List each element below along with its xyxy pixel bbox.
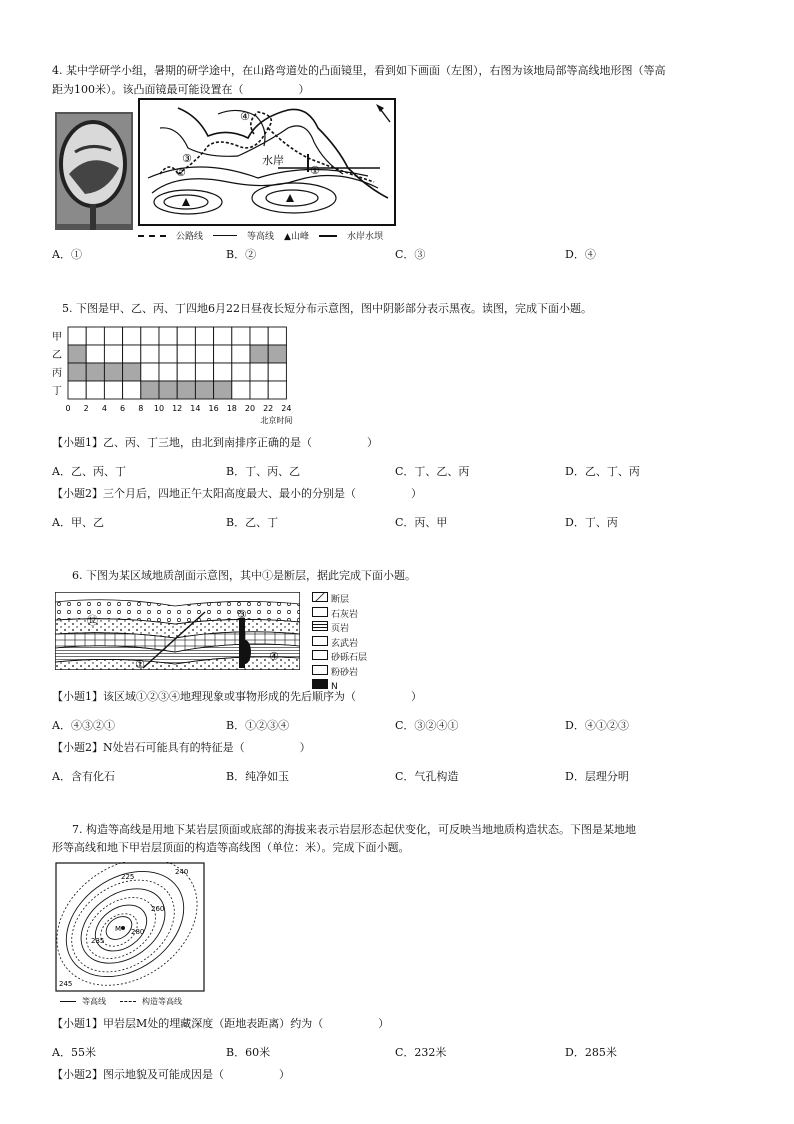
- day-cell: [104, 345, 122, 363]
- tick-label: 14: [190, 404, 201, 413]
- convex-mirror-photo: [55, 112, 133, 240]
- q5-sub2: 【小题2】三个月后，四地正午太阳高度最大、最小的分别是（ ）: [52, 487, 422, 500]
- q7-stem-line2: 形等高线和地下甲岩层顶面的构造等高线图（单位：米）。完成下面小题。: [52, 841, 410, 854]
- day-cell: [177, 363, 195, 381]
- row-label: 甲: [52, 332, 62, 343]
- legend-gravel: 砂砾石层: [331, 653, 368, 663]
- day-cell: [86, 345, 104, 363]
- label-m: M: [115, 925, 122, 933]
- q7-sub1-option-b[interactable]: B．60米: [226, 1046, 271, 1059]
- marker-3: ③: [237, 608, 247, 621]
- night-cell: [159, 381, 177, 399]
- day-cell: [268, 363, 286, 381]
- night-cell: [214, 381, 232, 399]
- q7-stem-line1: 7. 构造等高线是用地下某岩层顶面或底部的海拔来表示岩层形态起伏变化，可反映当地地质构造状态。下图是某地地: [72, 823, 636, 836]
- q7-sub1-option-c[interactable]: C．232米: [395, 1046, 447, 1059]
- day-cell: [68, 327, 86, 345]
- label-225: 225: [121, 873, 135, 881]
- q6-sub1-option-b[interactable]: B．①②③④: [226, 719, 290, 732]
- q6-sub2-option-d[interactable]: D．层理分明: [565, 770, 629, 783]
- night-cell: [141, 381, 159, 399]
- day-cell: [159, 363, 177, 381]
- marker-1: ①: [310, 164, 320, 177]
- day-cell: [104, 327, 122, 345]
- tick-label: 22: [263, 404, 274, 413]
- night-cell: [123, 363, 141, 381]
- tick-label: 6: [120, 404, 126, 413]
- marker-2: ②: [176, 166, 186, 179]
- label-280: 280: [131, 928, 145, 936]
- q6-sub1: 【小题1】该区域①②③④地理现象或事物形成的先后顺序为（ ）: [52, 690, 422, 703]
- day-cell: [195, 345, 213, 363]
- night-cell: [104, 363, 122, 381]
- q5-sub2-option-a[interactable]: A．甲、乙: [52, 516, 104, 529]
- q5-day-night-chart: [50, 325, 300, 433]
- night-cell: [195, 381, 213, 399]
- day-cell: [250, 381, 268, 399]
- day-cell: [141, 345, 159, 363]
- q5-sub1-option-a[interactable]: A．乙、丙、丁: [52, 465, 126, 478]
- day-cell: [195, 363, 213, 381]
- day-cell: [86, 381, 104, 399]
- day-cell: [232, 327, 250, 345]
- tick-label: 10: [153, 404, 165, 413]
- legend-basalt: 玄武岩: [331, 638, 359, 649]
- q4-option-d[interactable]: D．④: [565, 248, 596, 261]
- q5-sub1-option-c[interactable]: C．丁、乙、丙: [395, 465, 470, 478]
- day-cell: [232, 381, 250, 399]
- q7-sub1-option-d[interactable]: D．285米: [565, 1046, 617, 1059]
- day-cell: [214, 363, 232, 381]
- q5-sub2-option-b[interactable]: B．乙、丁: [226, 516, 279, 529]
- legend-contour: 等高线: [82, 997, 106, 1006]
- tick-label: 20: [244, 404, 256, 413]
- day-cell: [214, 327, 232, 345]
- day-cell: [268, 381, 286, 399]
- q4-stem-line1: 4. 某中学研学小组，暑期的研学途中，在山路弯道处的凸面镜里，看到如下画面（左图），右图为该地局部等高线地形图（等高: [52, 64, 666, 77]
- night-cell: [268, 345, 286, 363]
- q4-contour-map: [138, 98, 396, 228]
- day-cell: [86, 327, 104, 345]
- legend-limestone: 石灰岩: [331, 609, 359, 620]
- legend-fault: 断层: [331, 595, 350, 605]
- x-axis-label: 北京时间: [260, 416, 293, 425]
- tick-label: 12: [172, 404, 183, 413]
- day-cell: [141, 363, 159, 381]
- day-cell: [250, 363, 268, 381]
- day-cell: [232, 363, 250, 381]
- night-cell: [68, 345, 86, 363]
- tick-label: 18: [226, 404, 237, 413]
- q6-sub1-option-c[interactable]: C．③②④①: [395, 719, 459, 732]
- q6-sub2-option-c[interactable]: C．气孔构造: [395, 770, 459, 783]
- q7-sub1: 【小题1】甲岩层M处的埋藏深度（距地表距离）约为（ ）: [52, 1017, 390, 1030]
- tick-label: 0: [65, 404, 71, 413]
- q5-sub1-option-d[interactable]: D．乙、丁、丙: [565, 465, 640, 478]
- q4-option-c[interactable]: C．③: [395, 248, 426, 261]
- day-cell: [104, 381, 122, 399]
- q6-legend: [312, 592, 367, 694]
- night-cell: [68, 363, 86, 381]
- q7-sub2: 【小题2】图示地貌及可能成因是（ ）: [52, 1068, 290, 1081]
- q4-legend: [138, 229, 383, 242]
- day-cell: [123, 327, 141, 345]
- q7-contour-map: [55, 862, 205, 994]
- tick-label: 16: [208, 404, 219, 413]
- q6-sub1-option-d[interactable]: D．④①②③: [565, 719, 629, 732]
- q7-legend: [60, 996, 182, 1007]
- q5-stem: 5. 下图是甲、乙、丙、丁四地6月22日昼夜长短分布示意图，图中阴影部分表示黑夜。读图，完成下面小题。: [62, 302, 592, 315]
- q6-sub2: 【小题2】N处岩石可能具有的特征是（ ）: [52, 741, 311, 754]
- label-235: 235: [91, 937, 105, 945]
- tick-label: 2: [83, 404, 89, 413]
- day-cell: [214, 345, 232, 363]
- marker-1: ①: [135, 658, 145, 670]
- day-cell: [141, 327, 159, 345]
- label-260: 260: [151, 905, 165, 913]
- day-cell: [177, 345, 195, 363]
- legend-road: 公路线: [176, 232, 204, 242]
- q4-stem-line2: 距为100米）。该凸面镜最可能设置在（ ）: [52, 83, 310, 96]
- legend-peak: ▲山峰: [284, 232, 309, 242]
- night-cell: [86, 363, 104, 381]
- row-label: 丁: [52, 386, 62, 397]
- night-cell: [250, 345, 268, 363]
- tick-label: 24: [281, 404, 292, 413]
- q4-option-a[interactable]: A．①: [52, 248, 82, 261]
- q5-sub2-option-c[interactable]: C．丙、甲: [395, 516, 448, 529]
- legend-dam: 水岸水坝: [346, 232, 383, 242]
- day-cell: [250, 327, 268, 345]
- day-cell: [232, 345, 250, 363]
- marker-4: ④: [240, 110, 250, 123]
- day-cell: [123, 345, 141, 363]
- marker-2: ⑫: [87, 614, 98, 627]
- q5-sub1-option-b[interactable]: B．丁、丙、乙: [226, 465, 301, 478]
- day-cell: [195, 327, 213, 345]
- day-cell: [177, 327, 195, 345]
- point-m: [121, 926, 125, 930]
- q5-sub2-option-d[interactable]: D．丁、丙: [565, 516, 618, 529]
- night-cell: [177, 381, 195, 399]
- q6-sub1-option-a[interactable]: A．④③②①: [52, 719, 115, 732]
- q7-sub1-option-a[interactable]: A．55米: [52, 1046, 96, 1059]
- day-cell: [159, 327, 177, 345]
- label-240: 240: [175, 868, 189, 876]
- day-cell: [68, 381, 86, 399]
- legend-structure-contour: 构造等高线: [142, 997, 182, 1006]
- day-cell: [159, 345, 177, 363]
- tick-label: 4: [101, 404, 107, 413]
- row-label: 乙: [52, 350, 62, 361]
- legend-contour: 等高线: [247, 232, 275, 242]
- row-label: 丙: [52, 368, 62, 379]
- q6-stem: 6. 下图为某区域地质剖面示意图，其中①是断层，据此完成下面小题。: [72, 569, 416, 582]
- legend-n: N: [331, 682, 338, 692]
- legend-siltstone: 粉砂岩: [331, 667, 359, 678]
- label-245: 245: [59, 980, 73, 988]
- marker-3: ③: [182, 152, 192, 165]
- q6-sub2-option-b[interactable]: B．纯净如玉: [226, 770, 290, 783]
- marker-4: ④: [269, 650, 279, 663]
- q5-sub1: 【小题1】乙、丙、丁三地，由北到南排序正确的是（ ）: [52, 436, 378, 449]
- q6-geologic-profile: [55, 592, 300, 670]
- legend-shale: 页岩: [331, 624, 350, 634]
- shore-label: 水岸: [262, 154, 284, 167]
- q6-sub2-option-a[interactable]: A．含有化石: [52, 770, 115, 783]
- day-cell: [268, 327, 286, 345]
- tick-label: 8: [138, 404, 144, 413]
- q4-option-b[interactable]: B．②: [226, 248, 257, 261]
- day-cell: [123, 381, 141, 399]
